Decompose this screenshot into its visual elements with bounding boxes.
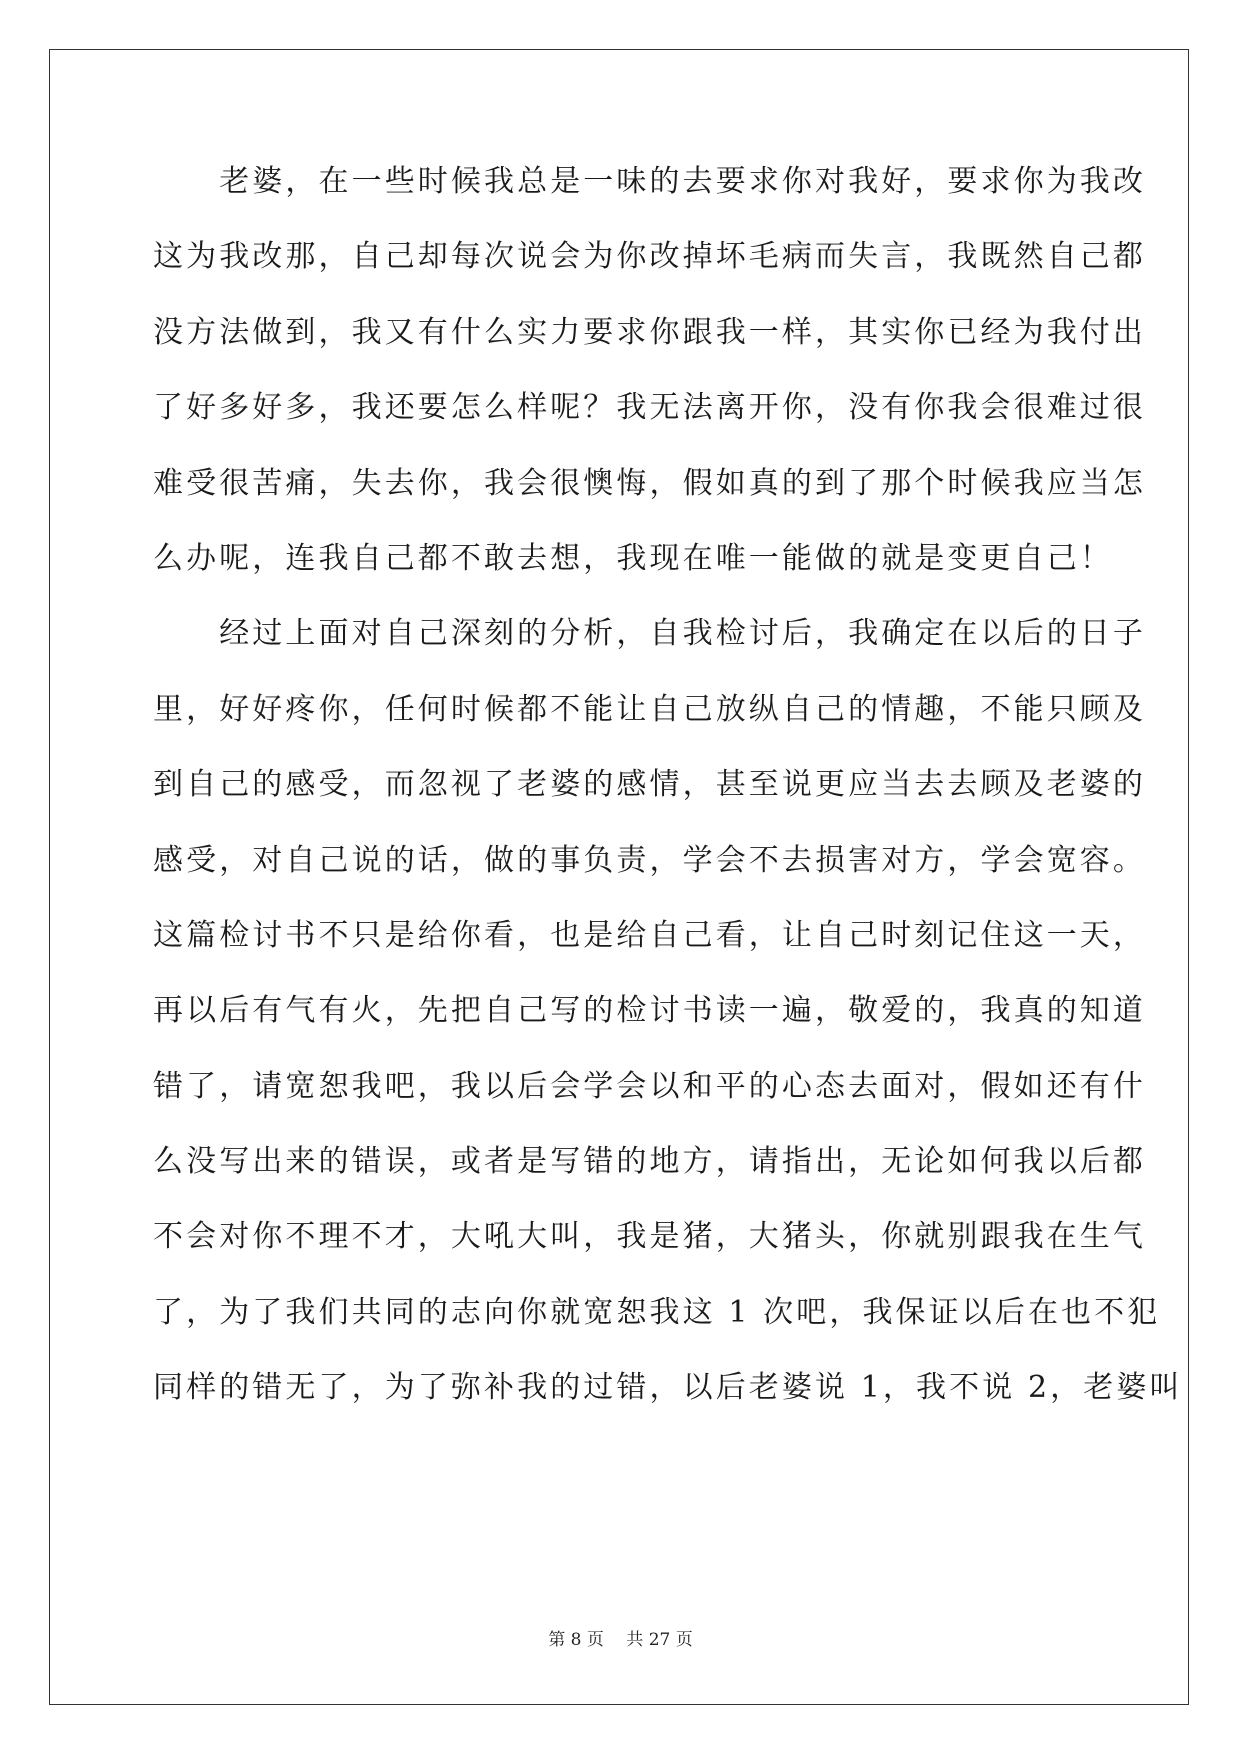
text-line: 难受很苦痛，失去你，我会很懊悔，假如真的到了那个时候我应当怎: [153, 465, 1146, 501]
text-line: 老婆，在一些时候我总是一味的去要求你对我好，要求你为我改: [153, 164, 1146, 199]
text-line: 没方法做到，我又有什么实力要求你跟我一样，其实你已经为我付出: [153, 314, 1146, 350]
text-line: 到自己的感受，而忽视了老婆的感情，甚至说更应当去去顾及老婆的: [153, 767, 1146, 803]
text-line: 不会对你不理不才，大吼大叫，我是猪，大猪头，你就别跟我在生气: [153, 1219, 1146, 1255]
text-line: 了好多好多，我还要怎么样呢？我无法离开你，没有你我会很难过很: [153, 390, 1146, 426]
text-line: 了，为了我们共同的志向你就宽恕我这 1 次吧，我保证以后在也不犯: [153, 1294, 1161, 1330]
text-line: 同样的错无了，为了弥补我的过错，以后老婆说 1，我不说 2，老婆叫: [153, 1370, 1183, 1406]
text-line: 这为我改那，自己却每次说会为你改掉坏毛病而失言，我既然自己都: [153, 239, 1146, 275]
text-line: 这篇检讨书不只是给你看，也是给自己看，让自己时刻记住这一天，: [153, 917, 1146, 953]
page-number-footer: 第 8 页 共 27 页: [548, 1630, 693, 1650]
text-line: 么没写出来的错误，或者是写错的地方，请指出，无论如何我以后都: [153, 1144, 1146, 1180]
text-line: 再以后有气有火，先把自己写的检讨书读一遍，敬爱的，我真的知道: [153, 993, 1146, 1029]
text-line: 里，好好疼你，任何时候都不能让自己放纵自己的情趣，不能只顾及: [153, 691, 1146, 727]
text-line: 么办呢，连我自己都不敢去想，我现在唯一能做的就是变更自己！: [153, 540, 1113, 576]
document-body: [153, 162, 1183, 1444]
text-line: 感受，对自己说的话，做的事负责，学会不去损害对方，学会宽容。: [153, 842, 1146, 878]
text-line: 错了，请宽恕我吧，我以后会学会以和平的心态去面对，假如还有什: [153, 1068, 1146, 1104]
text-line: 经过上面对自己深刻的分析，自我检讨后，我确定在以后的日子: [153, 616, 1146, 652]
